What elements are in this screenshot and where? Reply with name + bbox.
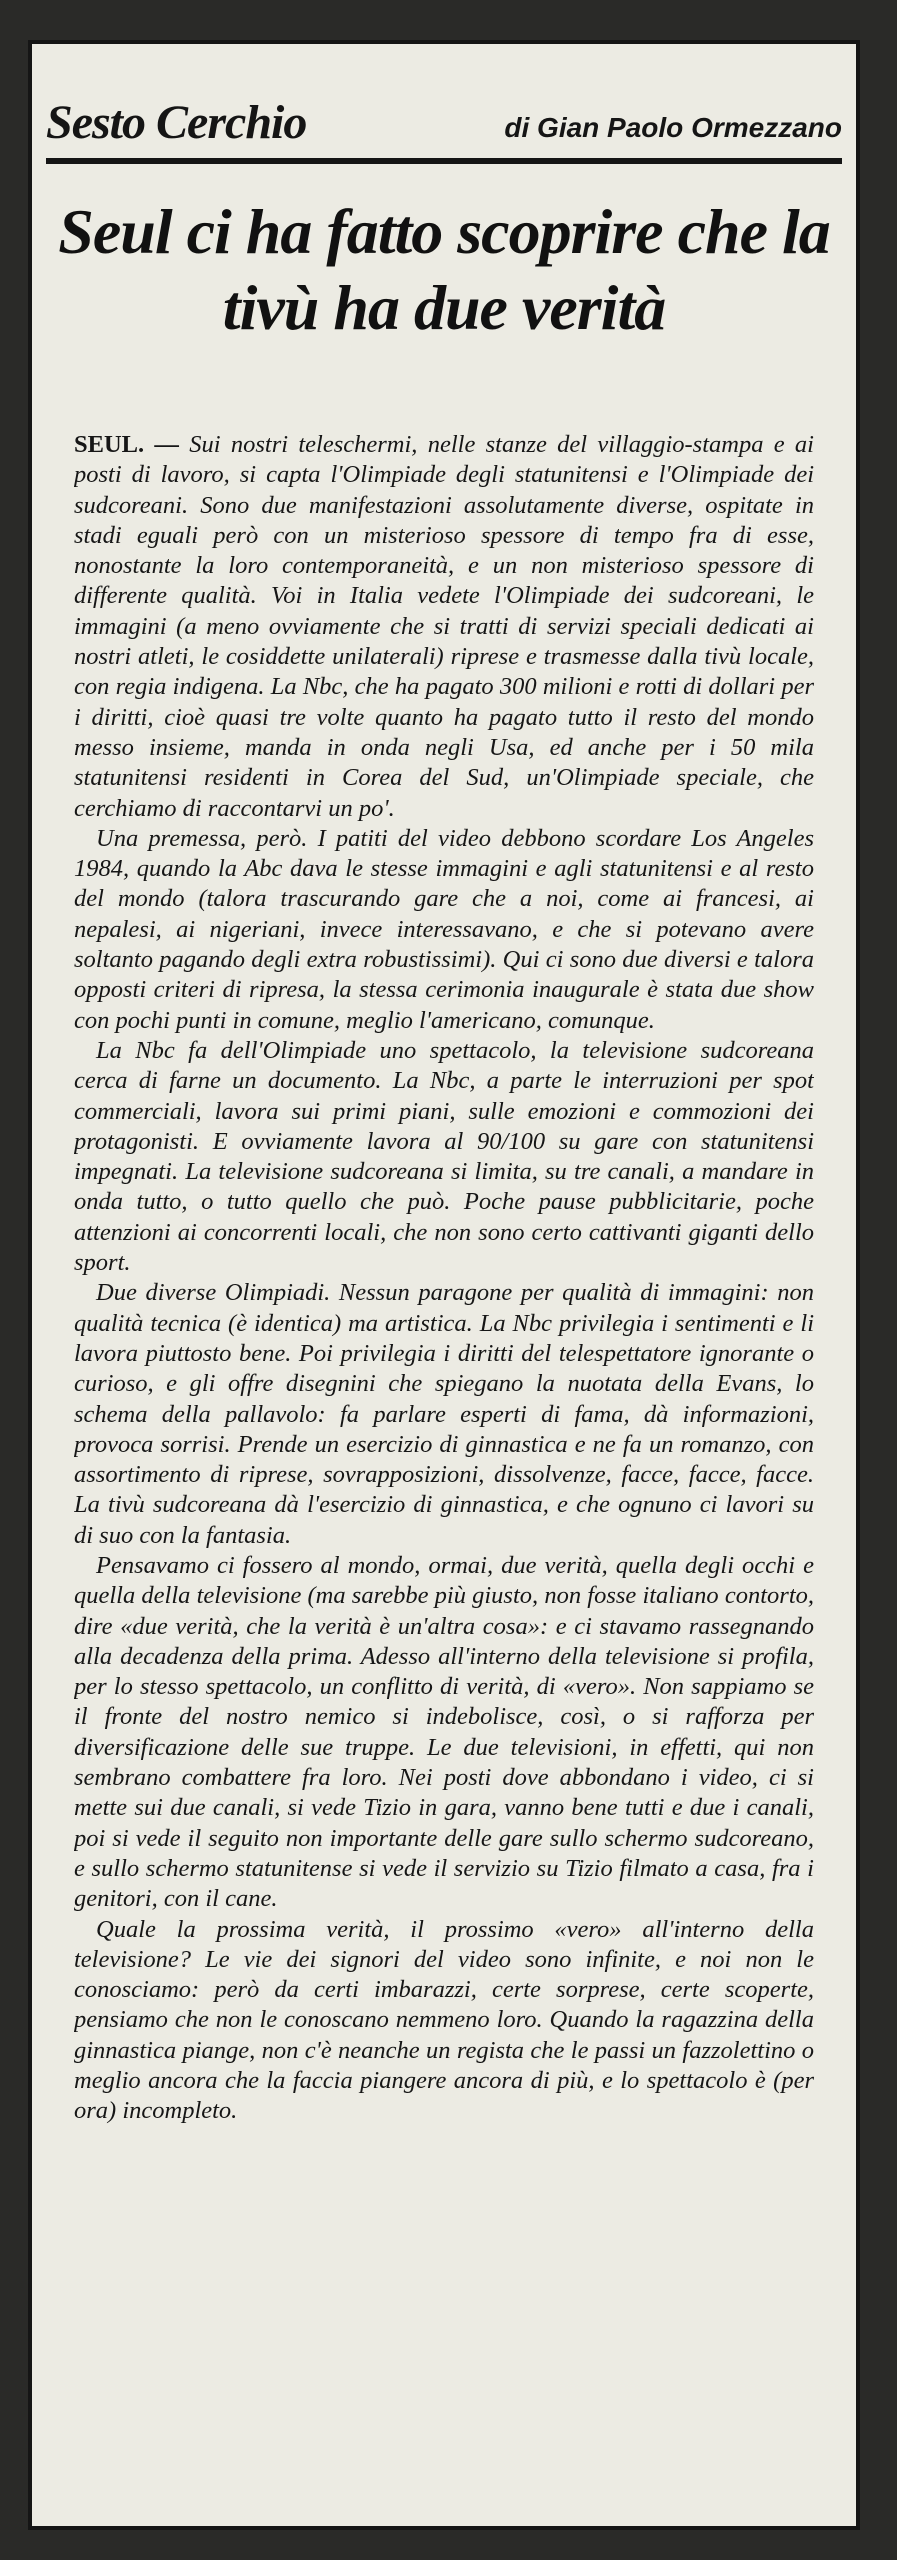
- byline: di Gian Paolo Ormezzano: [504, 112, 842, 143]
- newspaper-clipping: [28, 40, 860, 2530]
- article-paragraph: Quale la prossima verità, il prossimo «vero» all'interno della televisione? Le vie dei signori del video sono infinite, e noi non le conosciamo: però da certi imbarazzi, certe sorprese, certe scoperte, pensiamo che non le conoscano nemmeno loro. Quando la ragazzina della ginnastica piange, non c'è neanche un regista che le passi un fazzolettino o meglio ancora che la faccia piangere ancora di più, e lo spettacolo è (per ora) incompleto.: [74, 1915, 814, 2125]
- article-paragraph: La Nbc fa dell'Olimpiade uno spettacolo, la televisione sudcoreana cerca di farne un documento. La Nbc, a parte le interruzioni per spot commerciali, lavora sui primi piani, sulle emozioni e commozioni dei protagonisti. E ovviamente lavora al 90/100 su gare con statunitensi impegnati. La televisione sudcoreana si limita, su tre canali, a mandare in onda tutto, o tutto quello che può. Poche pause pubblicitarie, poche attenzioni ai concorrenti locali, che non sono certo cattivanti giganti dello sport.: [74, 1036, 814, 1277]
- article-body: [74, 430, 814, 2506]
- column-header: [46, 58, 842, 164]
- article-paragraph: Due diverse Olimpiadi. Nessun paragone per qualità di immagini: non qualità tecnica (è identica) ma artistica. La Nbc privilegia i sentimenti e li lavora piuttosto bene. Poi privilegia i diritti del telespettatore ignorante o curioso, e gli offre disegnini che spiegano la nuotata della Evans, lo schema della pallavolo: fa parlare esperti di fama, dà informazioni, provoca sorrisi. Prende un esercizio di ginnastica e ne fa un romanzo, con assortimento di riprese, sovrapposizioni, dissolvenze, facce, facce, facce. La tivù sudcoreana dà l'esercizio di ginnastica, e che ognuno ci lavori su di suo con la fantasia.: [74, 1279, 814, 1549]
- article-paragraph: [74, 430, 814, 824]
- column-title: Sesto Cerchio: [46, 96, 307, 149]
- article-paragraph: Pensavamo ci fossero al mondo, ormai, due verità, quella degli occhi e quella della televisione (ma sarebbe più giusto, non fosse italiano contorto, dire «due verità, che la verità è un'altra cosa»: e ci stavamo rassegnando alla decadenza della prima. Adesso all'interno della televisione si profila, per lo stesso spettacolo, un conflitto di verità, di «vero». Non sappiamo se il fronte del nostro nemico si indebolisce, così, o si rafforza per diversificazione delle sue truppe. Le due televisioni, in effetti, qui non sembrano combattere fra loro. Nei posti dove abbondano i video, ci si mette sui due canali, si vede Tizio in gara, vanno bene tutti e due i canali, poi si vede il seguito non importante delle gare sullo schermo sudcoreano, e sullo schermo statunitense si vede il servizio su Tizio filmato a casa, fra i genitori, con il cane.: [74, 1551, 814, 1913]
- paragraph-text: Sui nostri teleschermi, nelle stanze del villaggio-stampa e ai posti di lavoro, si capta l'Olimpiade degli statunitensi e l'Olimpiade dei sudcoreani. Sono due manifestazioni assolutamente diverse, ospitate in stadi eguali però con un misterioso spessore di tempo fra di esse, nonostante la loro contemporaneità, e un non misterioso spessore di differente qualità. Voi in Italia vedete l'Olimpiade dei sudcoreani, le immagini (a meno ovviamente che si tratti di servizi speciali dedicati ai nostri atleti, le cosiddette unilaterali) riprese e trasmesse dalla tivù locale, con regia indigena. La Nbc, che ha pagato 300 milioni e rotti di dollari per i diritti, cioè quasi tre volte quanto ha pagato tutto il resto del mondo messo insieme, manda in onda negli Usa, ed anche per i 50 mila statunitensi residenti in Corea del Sud, un'Olimpiade speciale, che cerchiamo di raccontarvi un po'.: [74, 431, 814, 822]
- article-paragraph: Una premessa, però. I patiti del video debbono scordare Los Angeles 1984, quando la Abc dava le stesse immagini e agli statunitensi e al resto del mondo (talora trascurando gare che a noi, come ai francesi, ai nepalesi, ai nigeriani, invece interessavano, e che si potevano avere soltanto pagando degli extra robustissimi). Qui ci sono due diversi e talora opposti criteri di ripresa, la stessa cerimonia inaugurale è stata due show con pochi punti in comune, meglio l'americano, comunque.: [74, 824, 814, 1034]
- dateline: SEUL. —: [74, 431, 179, 458]
- headline: Seul ci ha fatto scoprire che la tivù ha due verità: [58, 196, 830, 343]
